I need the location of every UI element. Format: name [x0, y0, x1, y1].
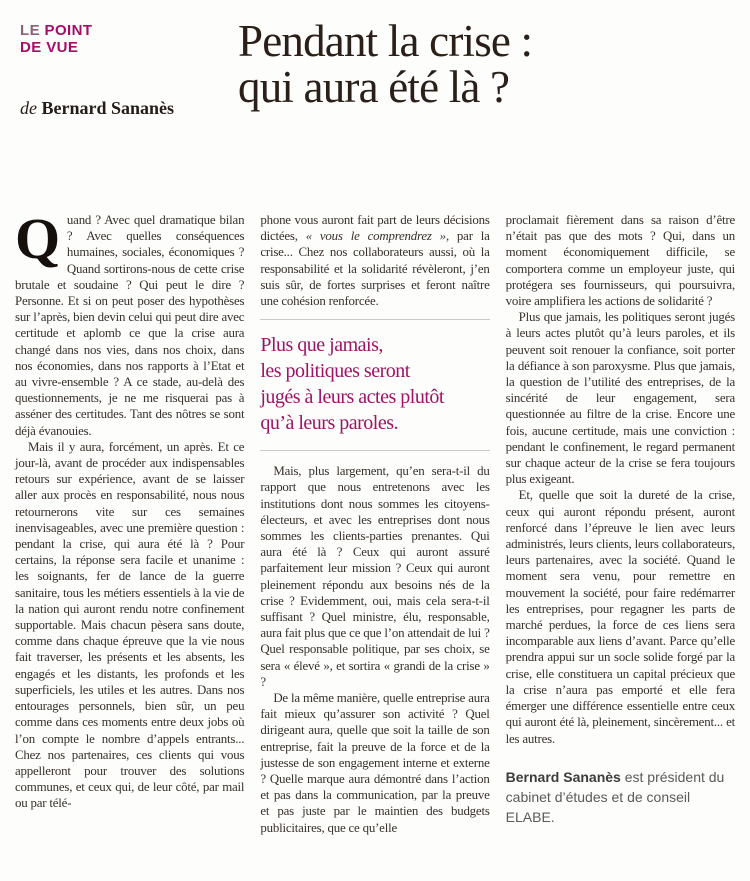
pull-quote-line: qu’à leurs paroles. [260, 412, 398, 435]
article-body [0, 206, 750, 836]
pull-quote [260, 319, 489, 451]
column-3 [506, 212, 735, 836]
paragraph: Mais il y aura, forcément, un après. Et ce jour-là, avant de procéder aux indispensables retours sur expérience, avant de se laisser aller aux procès en responsabilité, nous nous retournerons vite sur ces semaines inenvisageables, avec une première question : pendant la crise, qui aura été là ? Pour certains, la réponse sera facile et unanime : les soignants, fer de lance de la guerre sanitaire, tous les métiers essentiels à la vie de la nation qui auront rendu notre confinement supportable. Mais chacun pèsera sans doute, comme dans chaque épreuve que la vie nous fait traverser, les présents et les absents, les engagés et les distants, les profonds et les superficiels, les utiles et les autres. Dans nos entourages personnels, bien sûr, un peu comme dans ces moments entre deux jobs où l’on compte le nombre d’appels entrants... Chez nos partenaires, ces clients qui vous appelleront pour trouver des solutions communes, et ceux qui, de leur côté, par mail ou par télé- [15, 439, 245, 811]
paragraph: Plus que jamais, les politiques seront jugés à leurs actes plutôt qu’à leurs paroles, et ils peuvent soit renouer la confiance, soit porter la défiance à son paroxysme. Plus que jamais, la question de l’utilité des entreprises, de la sincérité de leur engagement, sera questionnée au filtre de la crise. Encore une fois, aucune certitude, mais une conviction : pendant le confinement, le regard permanent sur chaque acteur de la crise se fera toujours plus exigeant. [505, 310, 735, 487]
pull-quote-line: les politiques seront [260, 360, 410, 383]
paragraph: De la même manière, quelle entreprise aura fait mieux qu’assurer son activité ? Quel dirigeant aura, quelle que soit la taille de son entreprise, fait la preuve de la force et de la justesse de son engagement interne et externe ? Quelle marque aura démontré dans l’action et pas dans la communication, par la preuve et pas juste par le maintien des budgets publicitaires, que ce qu’elle [260, 691, 490, 835]
headline-line-2: qui aura été là ? [238, 62, 510, 112]
author-bio-text: est président du cabinet d’études et de conseil ELABE. [505, 768, 725, 825]
paragraph-text: phone vous auront fait part de leurs décisions dictées, [260, 213, 490, 244]
author-bio [506, 767, 735, 827]
author-bio-name: Bernard Sananès [505, 768, 621, 785]
logo-line-2: DE VUE [20, 39, 79, 56]
headline-line-1: Pendant la crise : [238, 16, 533, 66]
paragraph: Mais, plus largement, qu’en sera-t-il du rapport que nous entretenons avec les institutions dont nous sommes les citoyens-électeurs, et avec les entreprises dont nous sommes les clients-parties prenantes. Qui aura été là ? Ceux qui auront assuré parfaitement leur mission ? Ceux qui auront pleinement répondu aux besoins nés de la crise ? Evidemment, oui, mais cela sera-t-il suffisant ? Quel ministre, élu, responsable, aura fait plus que ce que l’on attendait de lui ? Quel responsable politique, par ses choix, se sera « élevé », et sortira « grandi de la crise » ? [260, 464, 490, 689]
quoted-phrase: « vous le comprendrez » [305, 229, 446, 244]
logo-word-le: LE [20, 22, 40, 39]
pull-quote-line: Plus que jamais, [260, 334, 383, 357]
headline [238, 16, 735, 212]
logo-word-point: POINT [44, 22, 93, 39]
article-header [0, 0, 750, 212]
masthead [20, 16, 238, 212]
paragraph-text: uand ? Avec quel dramatique bilan ? Avec quelles conséquences humaines, sociales, économiques ? Quand sortirons-nous de cette crise brutale et soudaine ? Qui peut le dire ? Personne. Et si on peut poser des hypothèses sur l’après, bien devin celui qui peut dire avec certitude et aplomb ce que la crise aura changé dans nos vies, dans nos choix, dans nos économies, dans nos rapports à l’Etat et au vivre-ensemble ? A ce stade, au-delà des questionnements, je ne me risquerai pas à asséner des certitudes. Tant des nôtres se sont déjà évanouies. [15, 213, 245, 438]
byline [20, 98, 238, 119]
byline-author-name: Bernard Sananès [41, 98, 175, 118]
paragraph [260, 212, 489, 309]
dropcap-q: Q [15, 206, 60, 271]
paragraph: proclamait fièrement dans sa raison d’être n’était pas que des mots ? Qui, dans un moment économiquement difficile, se comportera comme un employeur juste, qui protégera ses fournisseurs, qui poursuivra, voire amplifiera les actions de solidarité ? [505, 213, 735, 309]
byline-de: de [20, 98, 37, 118]
le-point-de-vue-logo [20, 22, 238, 56]
paragraph [15, 206, 245, 439]
paragraph: Et, quelle que soit la dureté de la crise, ceux qui auront répondu présent, auront renforcé dans l’épreuve le lien avec leurs administrés, leurs clients, leurs collaborateurs, leurs partenaires, avec la société. Quand le moment sera venu, pour remettre en mouvement la société, pour faire redémarrer les entreprises, pour regagner les parts de marché perdues, la force de ces liens sera incomparable aux liens d’avant. Parce qu’elle prendra appui sur un socle solide forgé par la crise, elle constituera un capital précieux que la crise n’aura pas emporté et elle fera émerger une différence essentielle entre ceux qui auront été là, pleinement, sincèrement... et les autres. [505, 488, 735, 746]
logo-line-1 [20, 22, 238, 39]
column-1 [15, 206, 245, 836]
column-2 [260, 212, 489, 836]
paragraph-text: , par la crise... Chez nos collaborateurs aussi, où la responsabilité et la solidarité révèleront, j’en suis sûr, de fortes surprises et feront naître une cohésion renforcée. [260, 229, 490, 309]
pull-quote-line: jugés à leurs actes plutôt [260, 386, 444, 409]
